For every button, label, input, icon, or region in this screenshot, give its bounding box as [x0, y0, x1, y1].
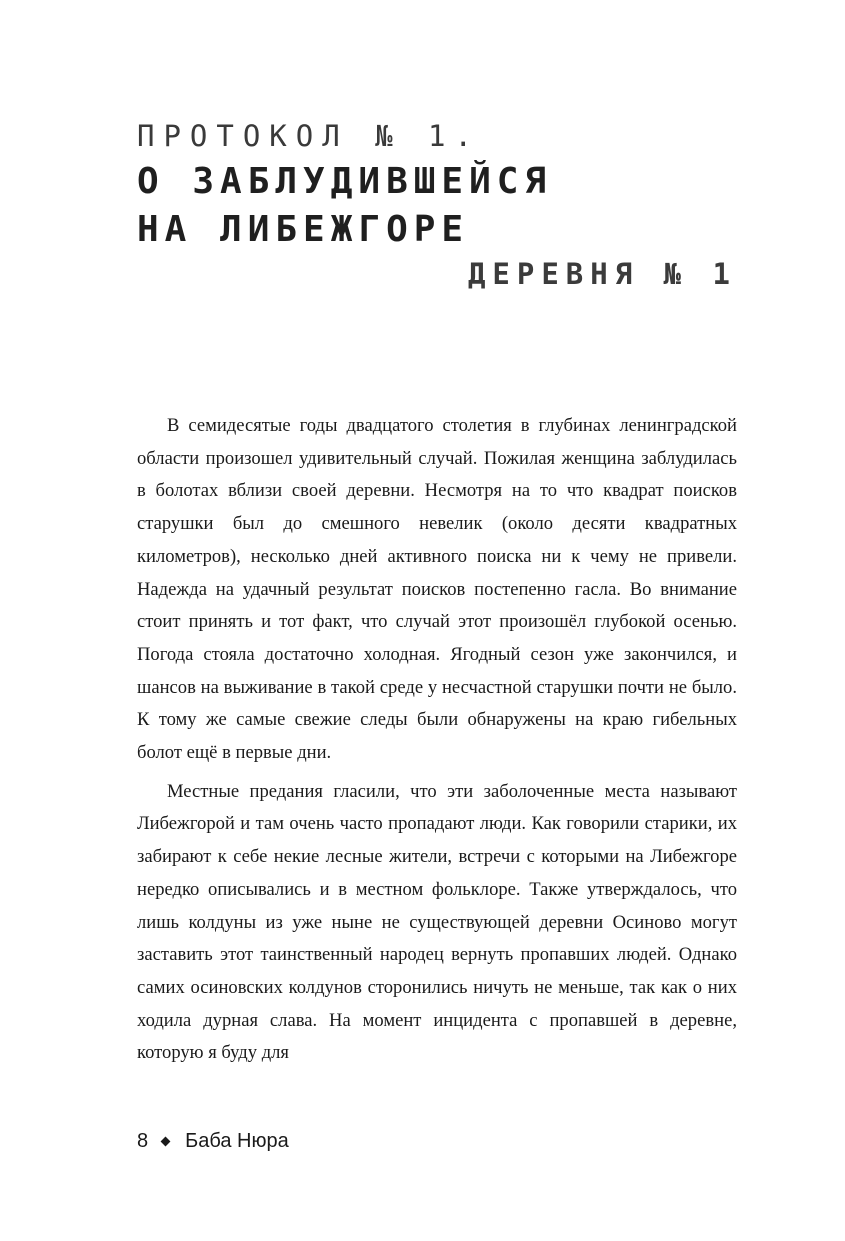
page-number: 8: [137, 1130, 149, 1152]
paragraph-2: Местные предания гласили, что эти заболоченные места называют Либежгорой и там очень часто пропадают люди. Как говорили старики, их забирают к себе некие лесные жители, встречи с которыми на Либежгоре нередко описывались и в местном фольклоре. Также утверждалось, что лишь колдуны из уже ныне не существующей деревни Осиново могут заставить этот таинственный народец вернуть пропавших людей. Однако самих осиновских колдунов сторонились ничуть не меньше, так как о них ходила дурная слава. На момент инцидента с пропавшей в деревне, которую я буду для: [137, 780, 737, 1064]
section-subheading: ДЕРЕВНЯ № 1: [467, 257, 737, 291]
book-title: Баба Нюра: [185, 1130, 289, 1152]
chapter-heading-line-3: НА ЛИБЕЖГОРЕ: [137, 209, 470, 250]
chapter-heading: [137, 114, 552, 254]
diamond-separator-icon: [161, 1136, 171, 1146]
body-text: [137, 410, 737, 1070]
paragraph-1: В семидесятые годы двадцатого столетия в глубинах ленинградской области произошел удивительный случай. Пожилая женщина заблудилась в болотах вблизи своей деревни. Несмотря на то что квадрат поисков старушки был до смешного невелик (около десяти квадратных километров), несколько дней активного поиска ни к чему не привели. Надежда на удачный результат поисков постепенно гасла. Во внимание стоит принять и тот факт, что случай этот произошёл глубокой осенью. Погода стояла достаточно холодная. Ягодный сезон уже закончился, и шансов на выживание в такой среде у несчастной старушки почти не было. К тому же самые свежие следы были обнаружены на краю гибельных болот ещё в первые дни.: [137, 415, 737, 764]
chapter-heading-line-2: О ЗАБЛУДИВШЕЙСЯ: [137, 161, 553, 202]
chapter-heading-line-1: ПРОТОКОЛ № 1.: [137, 119, 481, 153]
page-footer: [137, 1128, 289, 1154]
